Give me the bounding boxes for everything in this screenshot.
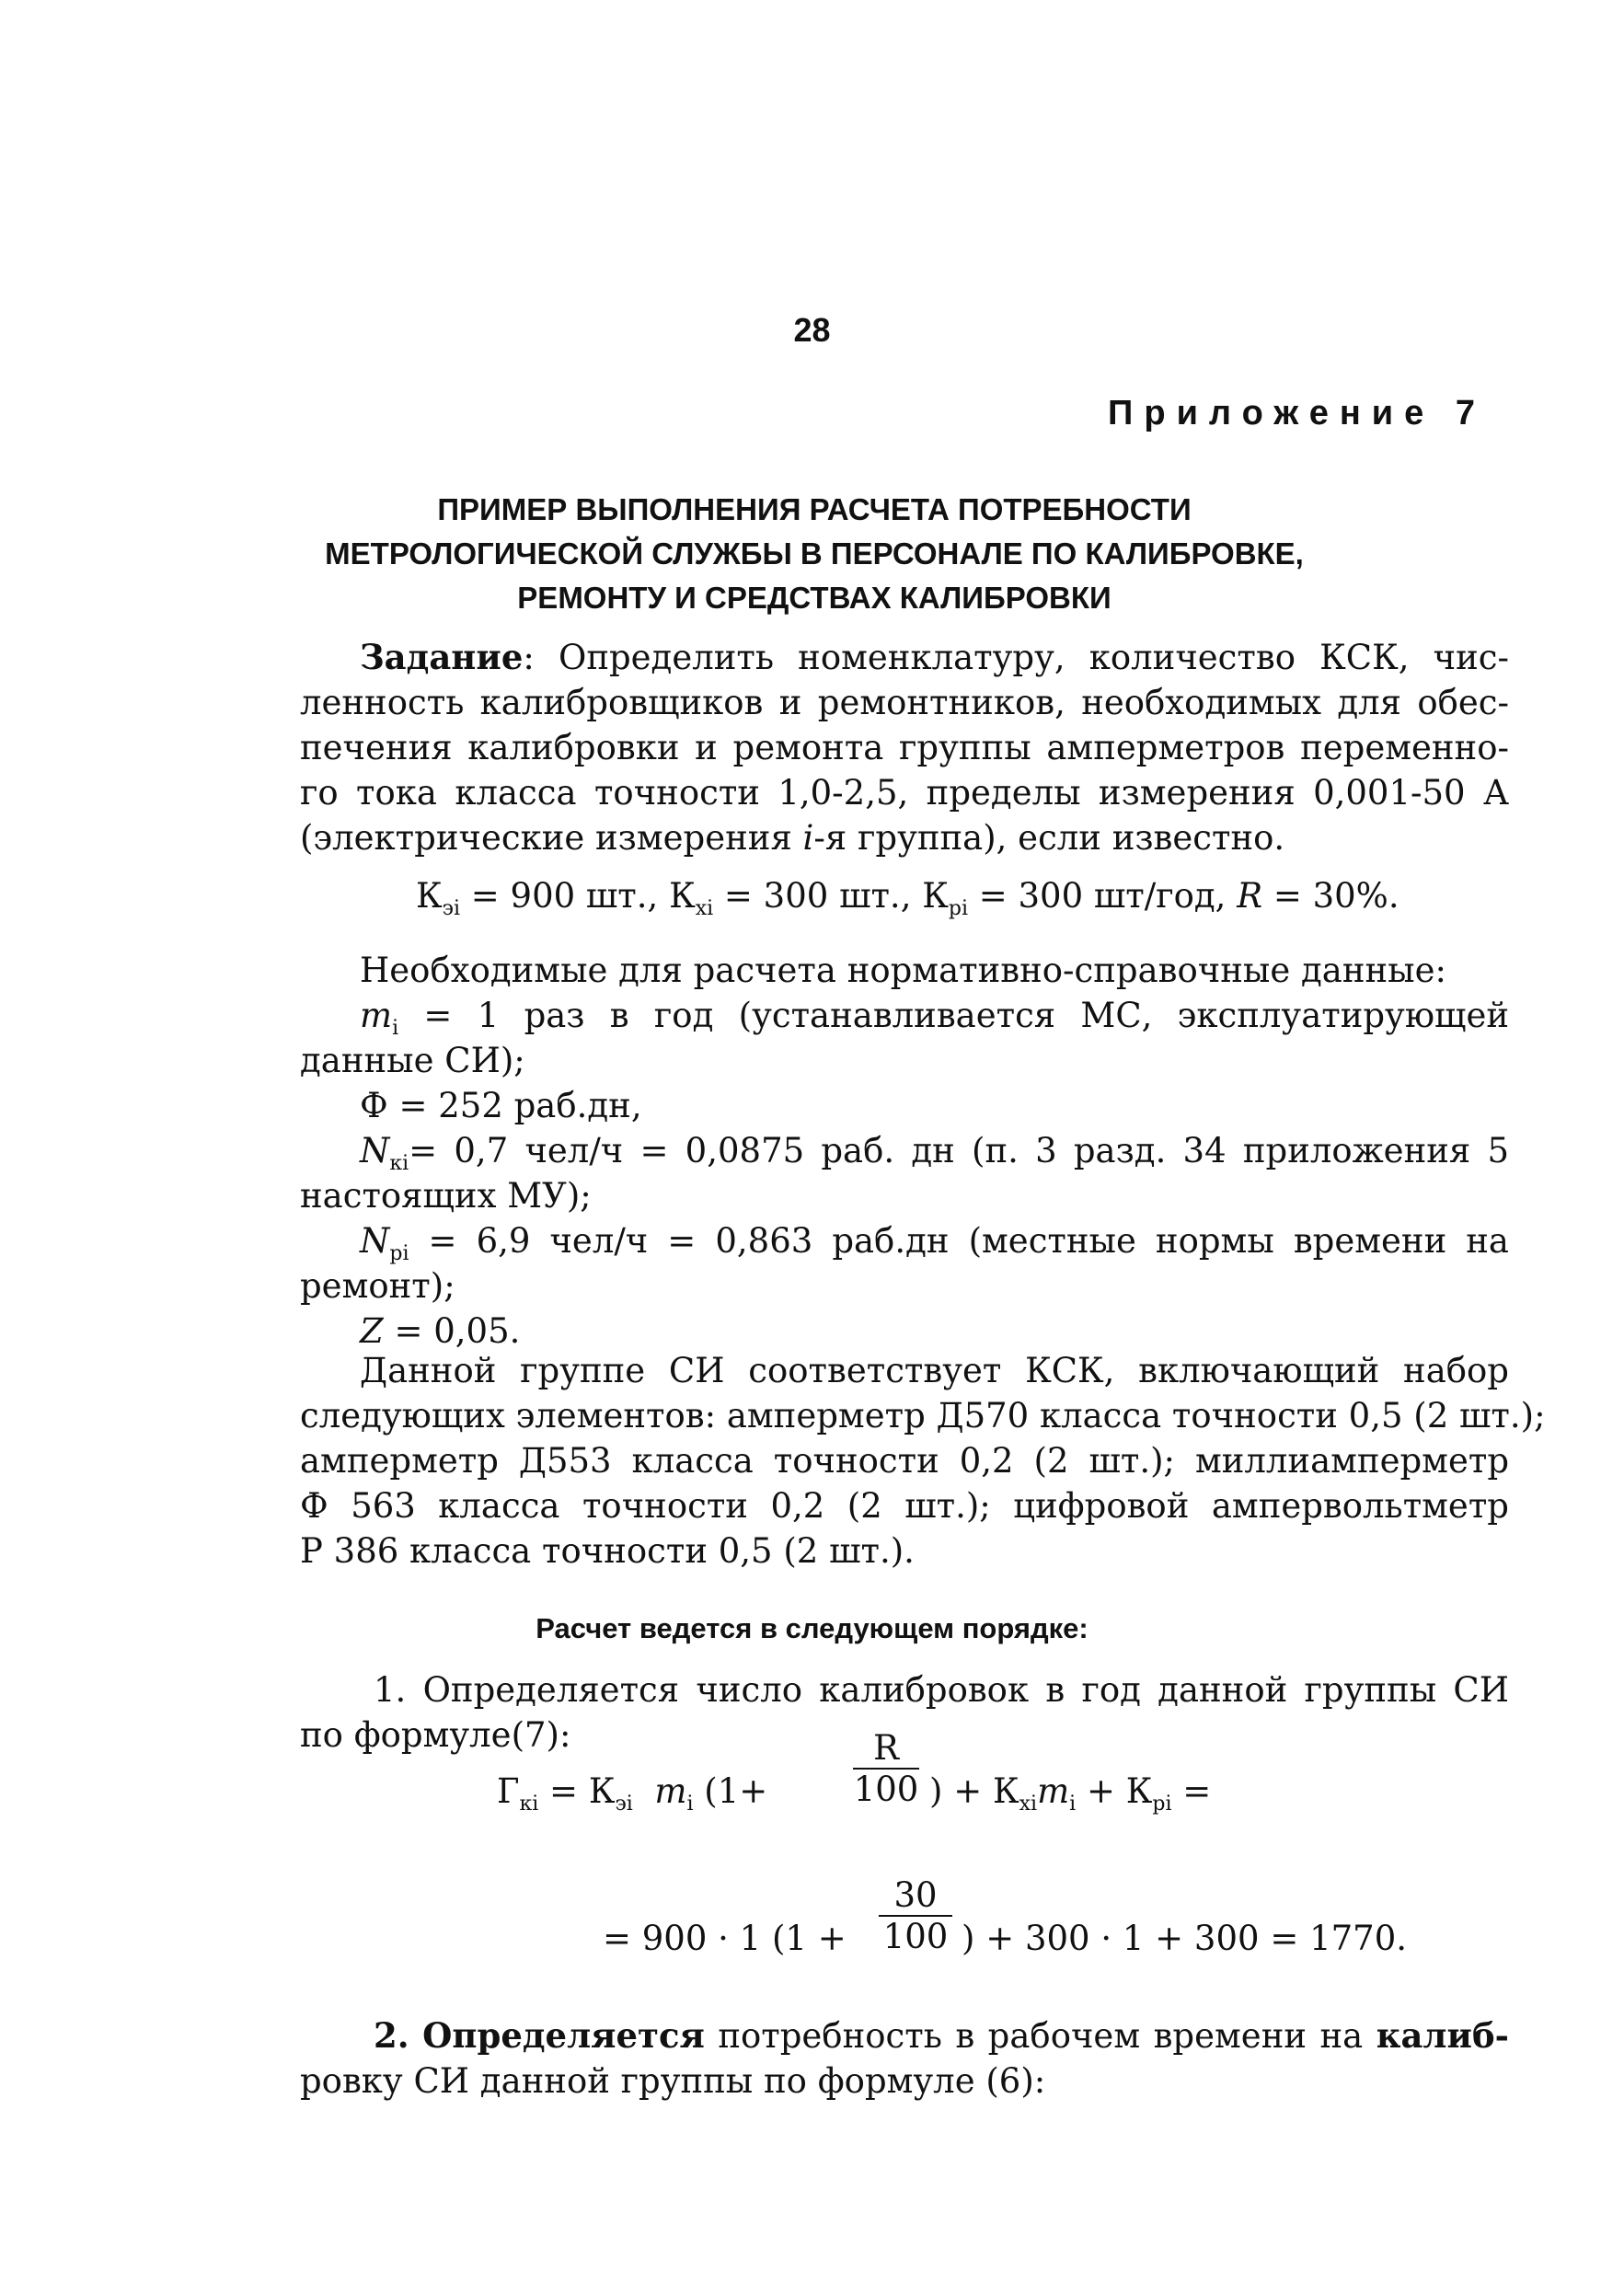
title-line-3: РЕМОНТУ И СРЕДСТВАХ КАЛИБРОВКИ xyxy=(517,581,1111,615)
normative-data: Необходимые для расчета нормативно-справочные данные: $m_i = 1$ раз в год (устанавливается МС, эксплуатирующей данные СИ); Ф = 252 раб.дн, $N_{кi}= 0,7$ чел/ч = 0,0875 раб. дн (п. 3 разд. 34 приложения 5 настоящих МУ); $N_{pi} = 6,9$ чел/ч = 0,863 раб.дн (местные нормы времени на ремонт); Z = 0,05. xyxy=(300,948,1509,1354)
formula-fraction-r: $\frac{R}{100}$ xyxy=(853,1728,919,1809)
normative-intro: Необходимые для расчета нормативно-справочные данные: xyxy=(360,951,1446,990)
step-1: 1. Определяется число калибровок в год данной группы СИ по формуле(7): xyxy=(300,1670,1509,1755)
task-label: Задание xyxy=(360,637,524,677)
formula-numeric-right: ) + 300 · 1 + 300 = 1770. xyxy=(962,1919,1407,1958)
formula-numeric-left: = 900 · 1 (1 + xyxy=(603,1919,847,1958)
formula-fraction-30: $\frac{30}{100}$ xyxy=(879,1875,952,1956)
section-title xyxy=(276,488,1353,620)
formula-gamma-right: ) + $К_{xi}m_i + К_{pi}$ = xyxy=(929,1771,1212,1816)
page-number: 28 xyxy=(793,311,831,349)
title-line-1: ПРИМЕР ВЫПОЛНЕНИЯ РАСЧЕТА ПОТРЕБНОСТИ xyxy=(437,492,1192,526)
appendix-label: Приложение 7 xyxy=(1108,394,1486,432)
ksk-paragraph: Данной группе СИ соответствует КСК, включающий набор следующих элементов: амперметр Д570 класса точности 0,5 (2 шт.); амперметр Д553 класса точности 0,2 (2 шт.); миллиамперметр Ф 563 класса точности 0,2 (2 шт.); цифровой ампервольтметр Р 386 класса точности 0,5 (2 шт.). xyxy=(300,1351,1546,1571)
given-values: $К_{эi} = 900$ шт., $К_{xi} = 300$ шт., $К_{pi} = 300$ шт/год, R = 30%. xyxy=(416,876,1399,920)
task-paragraph: Задание: Определить номенклатуру, количество КСК, чис- ленность калибровщиков и ремонтников, необходимых для обес- печения калибровки и ремонта группы амперметров переменно- го тока класса точности 1,0-2,5, пределы измерения 0,001-50 А (электрические измерения i-я группа), если известно. xyxy=(300,637,1509,858)
formula-gamma-left: $Г_{кi} = К_{эi}$ $m_i$ (1+ xyxy=(497,1771,768,1816)
title-line-2: МЕТРОЛОГИЧЕСКОЙ СЛУЖБЫ В ПЕРСОНАЛЕ ПО КАЛИБРОВКЕ, xyxy=(325,536,1304,571)
step-2: 2. Определяется потребность в рабочем времени на калиб- ровку СИ данной группы по формуле (6): xyxy=(300,2015,1509,2101)
calc-heading: Расчет ведется в следующем порядке: xyxy=(536,1612,1088,1644)
